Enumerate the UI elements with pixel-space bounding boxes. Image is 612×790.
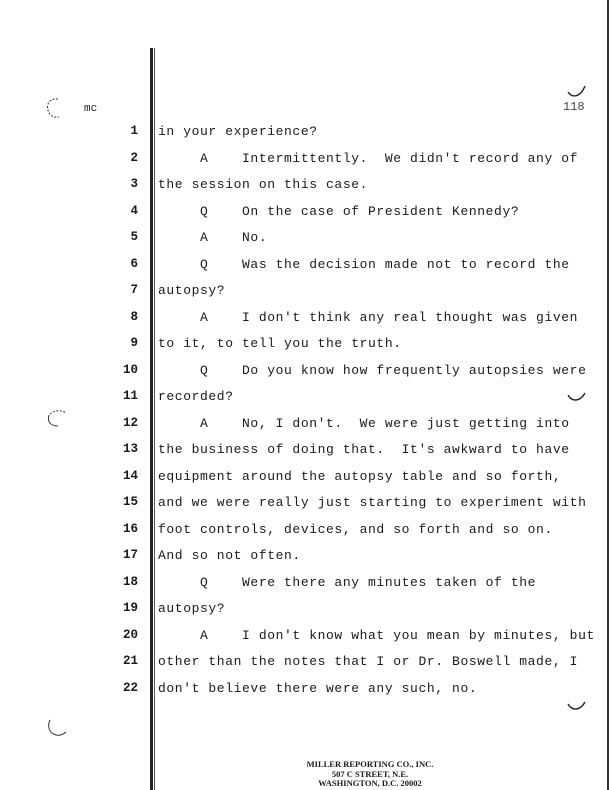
transcript-line (0, 151, 612, 171)
footer-street: 507 C STREET, N.E. (331, 768, 409, 779)
check-mark-top (566, 84, 588, 100)
page-number: 118 (563, 100, 585, 114)
line-number: 10 (122, 362, 138, 377)
line-text: don't believe there were any such, no. (158, 680, 478, 696)
reporter-initials: mc (84, 103, 98, 115)
line-number: 8 (130, 309, 138, 324)
line-text: equipment around the autopsy table and so forth, (158, 468, 562, 484)
line-text: Q Were there any minutes taken of the (158, 574, 537, 590)
line-text: the business of doing that. It's awkward to have (158, 442, 570, 457)
transcript-line (0, 204, 612, 224)
line-number: 21 (122, 654, 138, 668)
punch-hole-mark-bottom (44, 716, 70, 740)
transcript-line (0, 336, 612, 356)
line-number: 18 (122, 574, 138, 589)
line-text: A No, I don't. We were just getting into (158, 415, 570, 431)
transcript-line (0, 495, 612, 515)
transcript-line (0, 654, 612, 674)
line-number: 14 (122, 468, 138, 483)
footer-company: MILLER REPORTING CO., INC. (306, 759, 434, 769)
transcript-line (0, 363, 612, 383)
footer-city: WASHINGTON, D.C. 20002 (318, 778, 422, 788)
line-text: recorded? (158, 389, 234, 404)
line-number: 4 (130, 203, 138, 218)
line-text: autopsy? (158, 283, 226, 298)
transcript-line (0, 389, 612, 409)
transcript-line (0, 416, 612, 436)
transcript-line (0, 681, 612, 701)
line-text: A I don't know what you mean by minutes, but (158, 627, 595, 643)
line-number: 5 (130, 230, 138, 244)
line-number: 2 (130, 150, 138, 165)
line-text: autopsy? (158, 601, 226, 616)
reporter-footer (270, 760, 470, 789)
line-number: 7 (130, 283, 138, 297)
punch-hole-mark-top (44, 96, 66, 122)
transcript-line (0, 548, 612, 568)
transcript-line (0, 283, 612, 303)
line-text: Q Was the decision made not to record the (158, 256, 570, 272)
transcript-line (0, 575, 612, 595)
line-number: 12 (122, 415, 138, 430)
line-text: to it, to tell you the truth. (158, 336, 402, 351)
check-mark-bottom (566, 700, 588, 714)
transcript-line (0, 601, 612, 621)
line-number: 17 (122, 548, 138, 562)
line-number: 20 (122, 627, 138, 642)
line-number: 6 (130, 256, 138, 271)
line-text: A No. (158, 230, 268, 245)
line-number: 11 (122, 389, 138, 403)
line-text: the session on this case. (158, 177, 369, 192)
transcript-line (0, 124, 612, 144)
line-text: A Intermittently. We didn't record any of (158, 150, 579, 166)
line-text: Q Do you know how frequently autopsies were (158, 362, 587, 378)
transcript-line (0, 310, 612, 330)
line-number: 22 (122, 680, 138, 695)
transcript-line (0, 628, 612, 648)
line-number: 3 (130, 177, 138, 191)
line-text: other than the notes that I or Dr. Boswell made, I (158, 654, 579, 669)
line-number: 1 (130, 124, 138, 138)
transcript-line (0, 177, 612, 197)
line-text: and we were really just starting to experiment with (158, 495, 587, 510)
transcript-line (0, 442, 612, 462)
line-number: 15 (122, 495, 138, 509)
line-text: Q On the case of President Kennedy? (158, 203, 520, 219)
line-text: And so not often. (158, 548, 301, 563)
line-number: 13 (122, 442, 138, 456)
transcript-line (0, 522, 612, 542)
transcript-line (0, 469, 612, 489)
line-text: A I don't think any real thought was given (158, 309, 579, 325)
line-number: 19 (122, 601, 138, 615)
line-text: foot controls, devices, and so forth and so on. (158, 521, 553, 537)
line-number: 16 (122, 521, 138, 536)
line-number: 9 (130, 336, 138, 350)
line-text: in your experience? (158, 124, 318, 139)
transcript-line (0, 230, 612, 250)
transcript-line (0, 257, 612, 277)
